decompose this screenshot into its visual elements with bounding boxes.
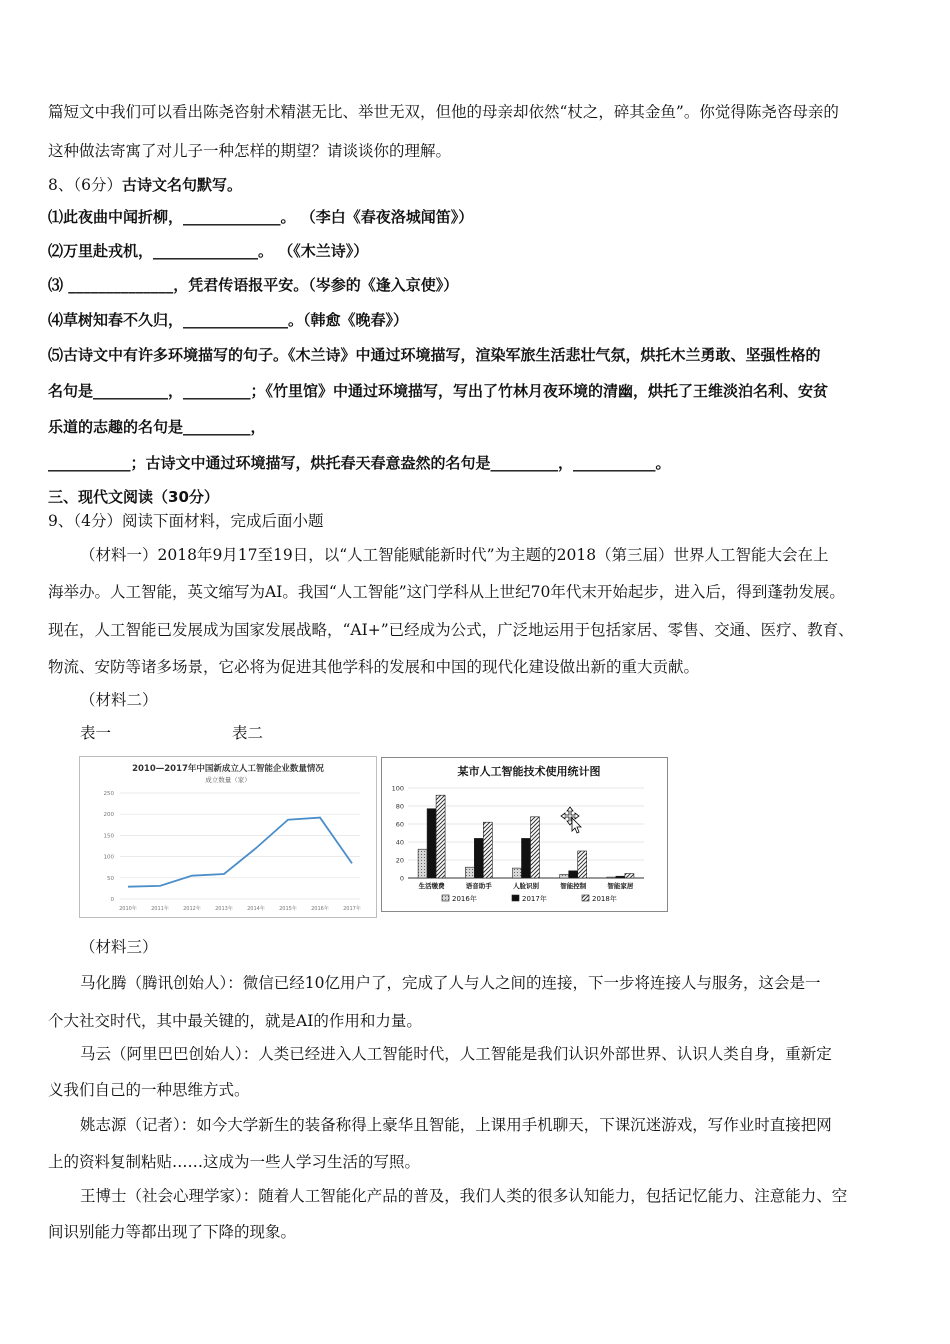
x-tick-label: 2015年 xyxy=(279,906,297,912)
question-item: 名句是__________，_________；《竹里馆》中通过环境描写，写出了竹林月夜环境的清幽，烘托了王维淡泊名利、安贫 xyxy=(48,382,829,400)
legend-label: 2018年 xyxy=(592,895,617,903)
bar xyxy=(560,874,569,878)
x-tick-label: 2016年 xyxy=(311,906,329,912)
paragraph-line: 这种做法寄寓了对儿子一种怎样的期望？请谈谈你的理解。 xyxy=(48,142,452,160)
quote-line: 义我们自己的一种思维方式。 xyxy=(48,1081,250,1099)
legend-swatch xyxy=(442,895,449,901)
bar xyxy=(616,876,625,878)
line-chart xyxy=(80,757,376,917)
question-title: 古诗文名句默写。 xyxy=(121,176,242,194)
bar xyxy=(474,838,483,878)
bar-chart-box xyxy=(381,757,668,912)
x-tick-label: 语音助手 xyxy=(465,882,492,890)
bar xyxy=(531,817,540,878)
chart-subtitle: 成立数量（家） xyxy=(205,776,251,784)
section-heading: 三、现代文阅读（30分） xyxy=(48,488,219,506)
y-tick-label: 20 xyxy=(395,856,404,865)
question-number: 8、（6分） xyxy=(48,176,122,194)
y-tick-label: 200 xyxy=(103,812,114,819)
y-tick-label: 250 xyxy=(103,791,114,797)
bar-chart xyxy=(382,758,667,911)
bar xyxy=(607,877,616,878)
question-item: ⑶ ______________，凭君传语报平安。（岑参的《逢入京使》） xyxy=(48,276,459,294)
question-item: ⑵万里赴戎机，______________。 （《木兰诗》） xyxy=(48,242,369,260)
y-tick-label: 80 xyxy=(395,802,404,811)
material-1-line: 现在，人工智能已发展成为国家发展战略，“AI+”已经成为公式，广泛地运用于包括家居、零售、交通、医疗、教育、 xyxy=(48,621,854,639)
y-tick-label: 60 xyxy=(395,820,404,829)
y-tick-label: 100 xyxy=(391,784,404,793)
bar xyxy=(465,867,474,878)
legend-label: 2016年 xyxy=(452,895,477,903)
x-tick-label: 智能控制 xyxy=(560,882,587,890)
bar xyxy=(483,822,492,878)
question-item: ___________；古诗文中通过环境描写，烘托春天春意盎然的名句是_________，___________。 xyxy=(48,454,671,472)
quote-line: 马云（阿里巴巴创始人）：人类已经进入人工智能时代，人工智能是我们认识外部世界、认识人类自身，重新定 xyxy=(80,1045,832,1063)
legend-swatch xyxy=(582,895,589,901)
y-tick-label: 100 xyxy=(103,854,114,861)
x-tick-label: 2012年 xyxy=(183,906,201,912)
move-cursor-icon xyxy=(561,807,581,833)
table-1-label: 表一 xyxy=(80,724,112,742)
question-item: ⑸古诗文中有许多环境描写的句子。《木兰诗》中通过环境描写，渲染军旅生活悲壮气氛，烘托木兰勇敢、坚强性格的 xyxy=(48,346,821,364)
series-line xyxy=(128,818,352,887)
table-2-label: 表二 xyxy=(232,724,264,742)
x-tick-label: 人脸识别 xyxy=(513,882,539,890)
material-3-label: （材料三） xyxy=(80,938,158,956)
bar xyxy=(578,851,587,878)
material-1-line: 海举办。人工智能，英文缩写为AI。我国“人工智能”这门学科从上世纪70年代末开始起步，进入后，得到蓬勃发展。 xyxy=(48,583,845,601)
x-tick-label: 生活缴费 xyxy=(418,882,445,890)
legend-swatch xyxy=(512,895,519,901)
bar xyxy=(427,809,436,878)
bar xyxy=(418,849,427,878)
bar xyxy=(625,874,634,879)
bar xyxy=(522,838,531,878)
quote-line: 上的资料复制粘贴……这成为一些人学习生活的写照。 xyxy=(48,1153,421,1171)
bar xyxy=(569,871,578,878)
bar xyxy=(436,795,445,878)
x-tick-label: 2014年 xyxy=(247,906,265,912)
legend-label: 2017年 xyxy=(522,895,547,903)
y-tick-label: 40 xyxy=(395,838,404,847)
x-tick-label: 2010年 xyxy=(119,906,137,912)
chart-title: 某市人工智能技术使用统计图 xyxy=(457,765,601,778)
question-item: ⑷草树知春不久归，______________。（韩愈《晚春》） xyxy=(48,311,409,329)
y-tick-label: 50 xyxy=(107,875,114,882)
question-8-heading xyxy=(48,175,242,195)
x-tick-label: 智能家居 xyxy=(607,882,634,890)
material-1-line: 物流、安防等诸多场景，它必将为促进其他学科的发展和中国的现代化建设做出新的重大贡献。 xyxy=(48,658,700,676)
paragraph-line: 篇短文中我们可以看出陈尧咨射术精湛无比、举世无双，但他的母亲却依然“杖之，碎其金鱼”。你觉得陈尧咨母亲的 xyxy=(48,103,839,121)
y-tick-label: 0 xyxy=(110,897,114,903)
question-item: 乐道的志趣的名句是_________， xyxy=(48,418,266,436)
y-tick-label: 0 xyxy=(399,874,404,883)
quote-line: 王博士（社会心理学家）：随着人工智能化产品的普及，我们人类的很多认知能力，包括记忆能力、注意能力、空 xyxy=(80,1187,848,1205)
y-tick-label: 150 xyxy=(103,833,114,840)
chart-title: 2010—2017年中国新成立人工智能企业数量情况 xyxy=(132,764,324,774)
quote-line: 马化腾（腾讯创始人）：微信已经10亿用户了，完成了人与人之间的连接，下一步将连接人与服务，这会是一 xyxy=(80,974,821,992)
material-1-line: （材料一）2018年9月17至19日，以“人工智能赋能新时代”为主题的2018（第三届）世界人工智能大会在上 xyxy=(80,546,829,564)
question-9-heading: 9、（4分）阅读下面材料，完成后面小题 xyxy=(48,512,324,530)
quote-line: 姚志源（记者）：如今大学新生的装备称得上豪华且智能，上课用手机聊天，下课沉迷游戏，写作业时直接把网 xyxy=(80,1116,832,1134)
bar xyxy=(513,868,522,878)
x-tick-label: 2011年 xyxy=(151,906,169,912)
question-item: ⑴此夜曲中闻折柳，_____________。 （李白《春夜洛城闻笛》） xyxy=(48,208,474,226)
line-chart-box xyxy=(79,756,377,918)
x-tick-label: 2013年 xyxy=(215,906,233,912)
quote-line: 间识别能力等都出现了下降的现象。 xyxy=(48,1223,297,1241)
x-tick-label: 2017年 xyxy=(343,906,361,912)
material-2-label: （材料二） xyxy=(80,691,158,709)
quote-line: 个大社交时代，其中最关键的，就是AI的作用和力量。 xyxy=(48,1012,422,1030)
